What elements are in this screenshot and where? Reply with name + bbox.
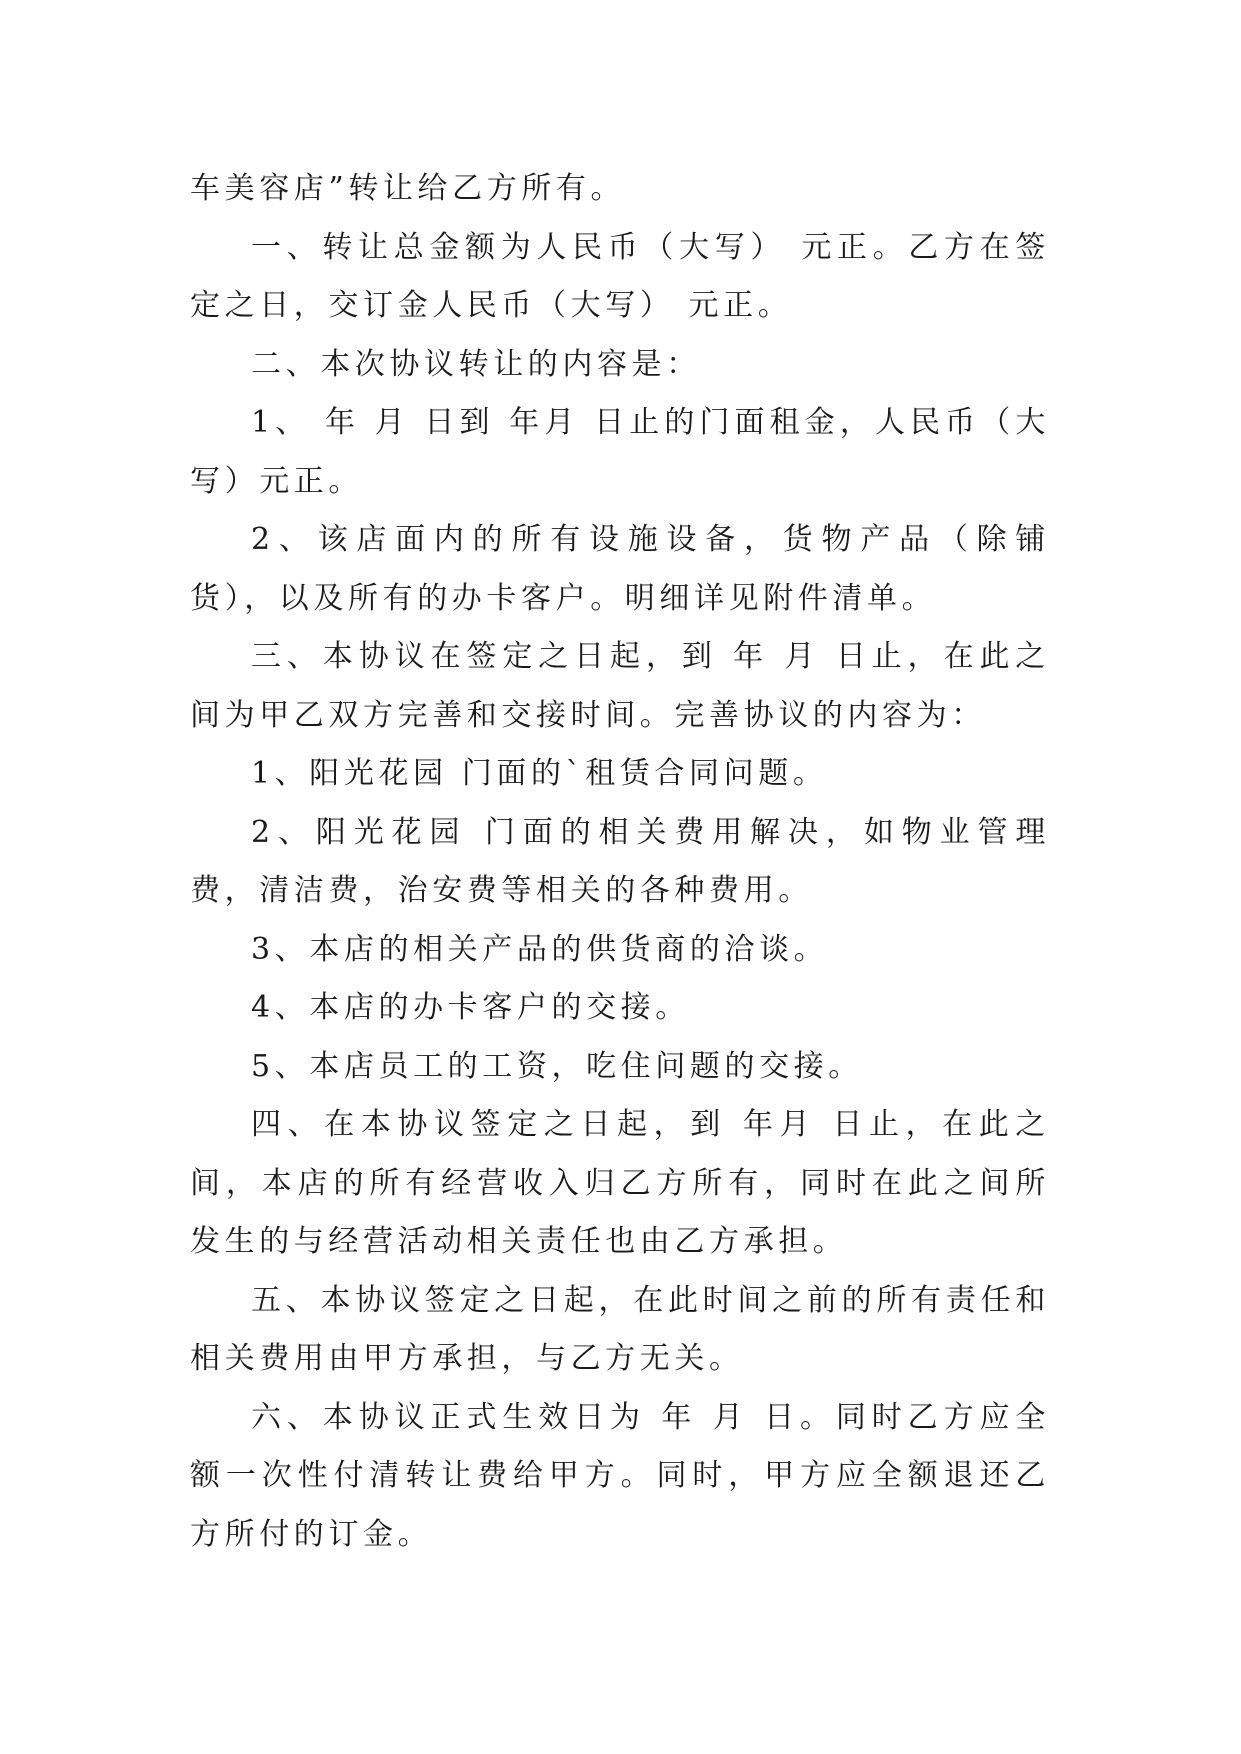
paragraph-clause-2-heading: 二、本次协议转让的内容是： — [251, 346, 701, 382]
paragraph-continuation: 车美容店”转让给乙方所有。 — [190, 171, 626, 206]
paragraph-clause-3-item-1: 1、阳光花园 门面的`租赁合同问题。 — [251, 756, 828, 791]
paragraph-clause-3-item-4: 4、本店的办卡客户的交接。 — [251, 990, 690, 1025]
paragraph-clause-3-item-3: 3、本店的相关产品的供货商的洽谈。 — [251, 931, 829, 967]
paragraph-clause-3-item-5: 5、本店员工的工资，吃住问题的交接。 — [251, 1048, 863, 1084]
paragraph-clause-3-item-2: 2、阳光花园 门面的相关费用解决，如物业管理费，清洁费，治安费等相关的各种费用。 — [190, 814, 1050, 908]
paragraph-clause-2-item-1: 1、 年 月 日到 年月 日止的门面租金，人民币（大写）元正。 — [190, 405, 1050, 499]
paragraph-clause-6: 六、本协议正式生效日为 年 月 日。同时乙方应全额一次性付清转让费给甲方。同时，甲方应全额退还乙方所付的订金。 — [190, 1399, 1050, 1552]
paragraph-clause-1-total-amount: 一、转让总金额为人民币（大写） 元正。乙方在签定之日，交订金人民币（大写） 元正。 — [190, 229, 1050, 323]
paragraph-clause-5: 五、本协议签定之日起，在此时间之前的所有责任和相关费用由甲方承担，与乙方无关。 — [190, 1282, 1050, 1376]
paragraph-clause-4: 四、在本协议签定之日起，到 年月 日止，在此之间，本店的所有经营收入归乙方所有，同时在此之间所发生的与经营活动相关责任也由乙方承担。 — [190, 1107, 1050, 1259]
document-body — [190, 160, 1050, 1564]
paragraph-clause-3: 三、本协议在签定之日起，到 年 月 日止，在此之间为甲乙双方完善和交接时间。完善协议的内容为： — [190, 639, 1050, 733]
paragraph-clause-2-item-2: 2、该店面内的所有设施设备，货物产品（除铺货），以及所有的办卡客户。明细详见附件清单。 — [190, 522, 1050, 616]
